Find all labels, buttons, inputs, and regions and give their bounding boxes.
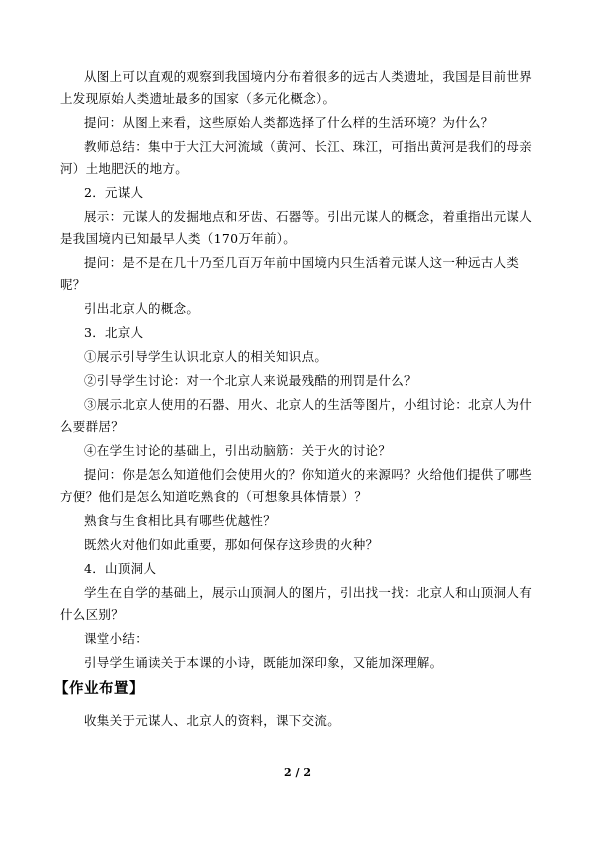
list-item-2: ②引导学生讨论：对一个北京人来说最残酷的刑罚是什么？: [84, 373, 417, 388]
list-item-3: ③展示北京人使用的石器、用火、北京人的生活等图片，小组讨论：北京人为什么要群居？: [60, 397, 533, 434]
page-number: 2 / 2: [284, 766, 311, 779]
paragraph-class-summary-label: 课堂小结：: [84, 631, 149, 646]
paragraph-cooked-food: 熟食与生食相比具有哪些优越性？: [84, 513, 277, 528]
paragraph-preserve-fire: 既然火对他们如此重要，那如何保存这珍贵的火种？: [84, 537, 379, 552]
paragraph-question-environment: 提问：从图上来看，这些原始人类都选择了什么样的生活环境？为什么？: [84, 115, 494, 130]
list-item-4: ④在学生讨论的基础上，引出动脑筋：关于火的讨论？: [84, 443, 392, 458]
paragraph-fire-question: 提问：你是怎么知道他们会使用火的？你知道火的来源吗？火给他们提供了哪些方便？他们是怎么知道吃熟食的（可想象具体情景）？: [60, 467, 533, 504]
paragraph-yuanmou-display: 展示：元谋人的发掘地点和牙齿、石器等。引出元谋人的概念，着重指出元谋人是我国境内已知最早人类（170万年前）。: [60, 209, 533, 246]
paragraph-class-summary: 引导学生诵读关于本课的小诗，既能加深印象，又能加深理解。: [84, 655, 443, 670]
paragraph-intro: 从图上可以直观的观察到我国境内分布着很多的远古人类遗址，我国是目前世界上发现原始人类遗址最多的国家（多元化概念）。: [60, 69, 533, 106]
paragraph-yuanmou-question: 提问：是不是在几十乃至几百万年前中国境内只生活着元谋人这一种远古人类呢？: [60, 255, 520, 292]
subheading-beijing: 3．北京人: [84, 325, 144, 340]
paragraph-teacher-summary: 教师总结：集中于大江大河流域（黄河、长江、珠江，可指出黄河是我们的母亲河）土地肥沃的地方。: [60, 139, 533, 176]
paragraph-beijing-intro: 引出北京人的概念。: [84, 301, 200, 316]
homework-text: 收集关于元谋人、北京人的资料，课下交流。: [84, 713, 341, 728]
list-item-1: ①展示引导学生认识北京人的相关知识点。: [84, 349, 328, 364]
paragraph-shandingdong: 学生在自学的基础上，展示山顶洞人的图片，引出找一找：北京人和山顶洞人有什么区别？: [60, 585, 533, 622]
homework-heading: 【作业布置】: [54, 681, 144, 697]
subheading-shandingdong: 4．山顶洞人: [84, 561, 157, 576]
subheading-yuanmou: 2．元谋人: [84, 185, 144, 200]
document-body: [54, 66, 540, 734]
